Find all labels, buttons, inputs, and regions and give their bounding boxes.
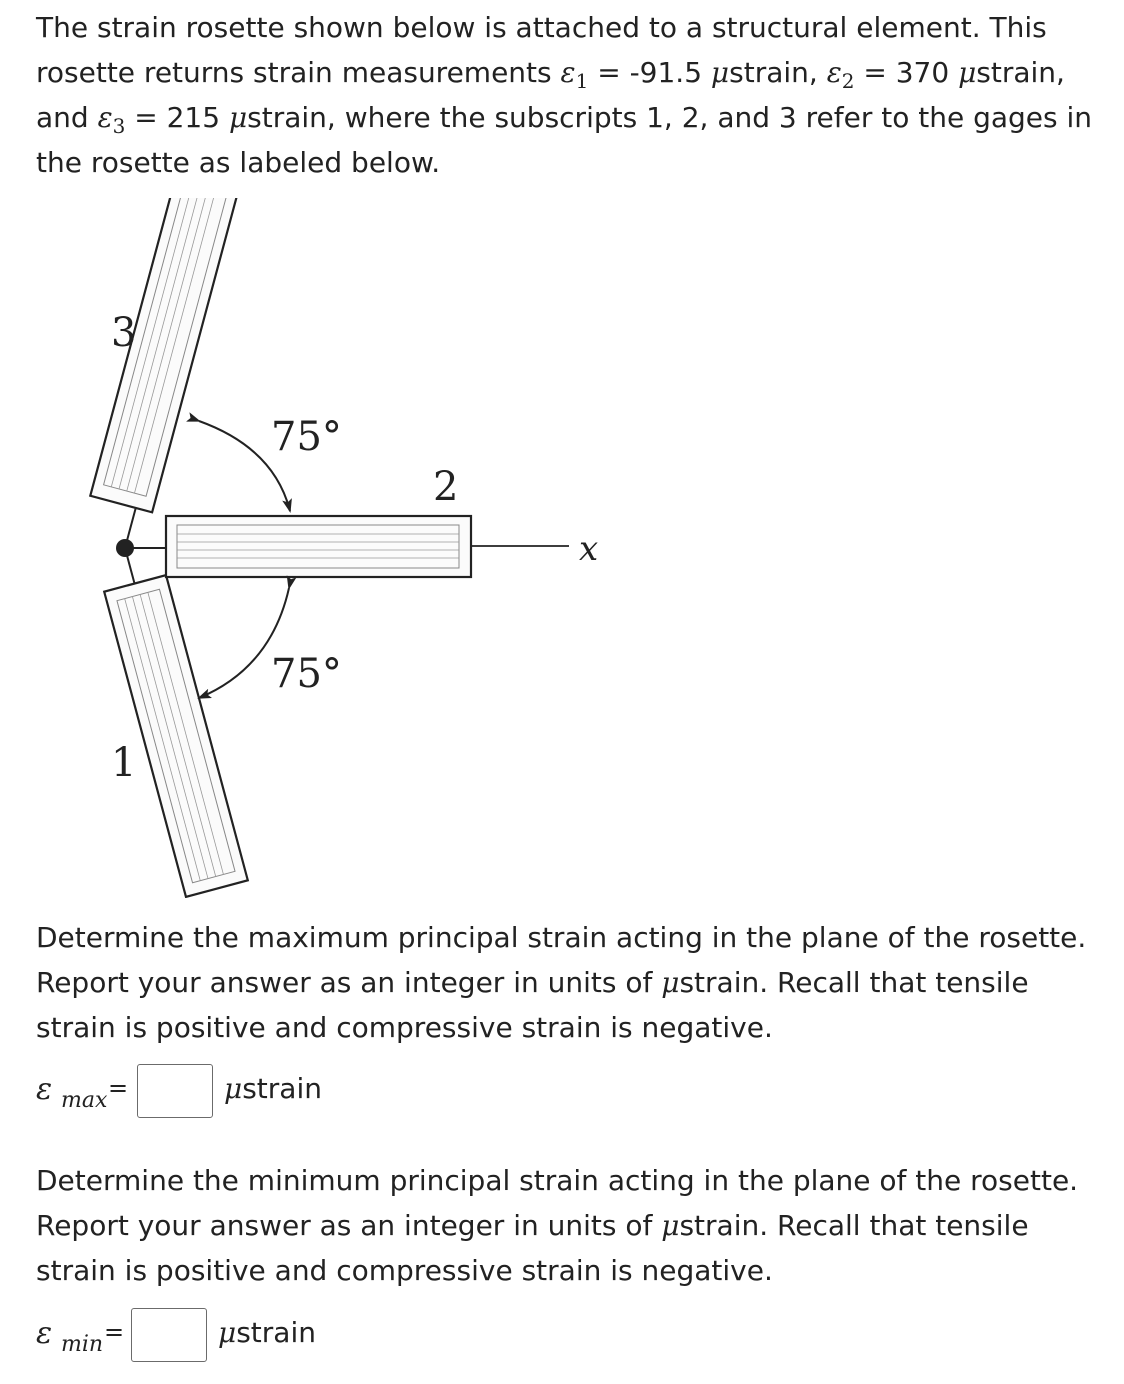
gage-3-label: 3 [111, 310, 137, 356]
equals-sign-min: = [104, 1318, 125, 1346]
rosette-diagram [49, 198, 626, 898]
rosette-figure [49, 198, 626, 898]
gage-1-label: 1 [111, 740, 137, 786]
x-axis-label: x [579, 529, 599, 569]
gage-2 [166, 516, 471, 577]
rosette-center-dot [116, 539, 134, 557]
equals-sign-max: = [108, 1074, 129, 1102]
epsilon-2-symbol: $\varepsilon_2$ [826, 56, 855, 93]
epsilon-1-symbol: $\varepsilon_1$ [560, 56, 589, 93]
angle-label-upper: 75° [271, 414, 342, 460]
problem-statement: The strain rosette shown below is attached to a structural element. This rosette returns strain measurements $\varepsilon_1 = -91.5$ μstrain, $\varepsilon_2 = 370$ μstrain, and $\varepsilon_3 = 215$ μstrain, where the subscripts 1, 2, and 3 refer to the gages in the rosette as labeled below. [36, 11, 1093, 179]
max-strain-input[interactable] [137, 1064, 213, 1118]
epsilon-3-symbol: $\varepsilon_3$ [97, 101, 126, 138]
question-min-text: Determine the minimum principal strain acting in the plane of the rosette. Report your answer as an integer in units of μstrain. Recall that tensile strain is positive and compressive strain is negative. [36, 1164, 1079, 1287]
question-max-text: Determine the maximum principal strain acting in the plane of the rosette. Report your answer as an integer in units of μstrain. Recall that tensile strain is positive and compressive strain is negative. [36, 921, 1087, 1044]
min-strain-input[interactable] [131, 1308, 207, 1362]
gage-1 [104, 575, 248, 897]
strain-value-1: -91.5 [629, 56, 711, 89]
angle-label-lower: 75° [271, 651, 342, 697]
gage-2-label: 2 [433, 464, 459, 510]
intro-text: The strain rosette shown below is attached to a structural element. This rosette returns strain measurements [36, 11, 1047, 89]
strain-value-3: 215 [166, 101, 229, 134]
max-unit-label: μstrain [224, 1072, 322, 1105]
epsilon-min-label: ε $_{min}$ [36, 1316, 104, 1357]
epsilon-max-label: ε $_{max}$ [36, 1072, 108, 1113]
min-unit-label: μstrain [218, 1316, 316, 1349]
strain-value-2: 370 [895, 56, 959, 89]
